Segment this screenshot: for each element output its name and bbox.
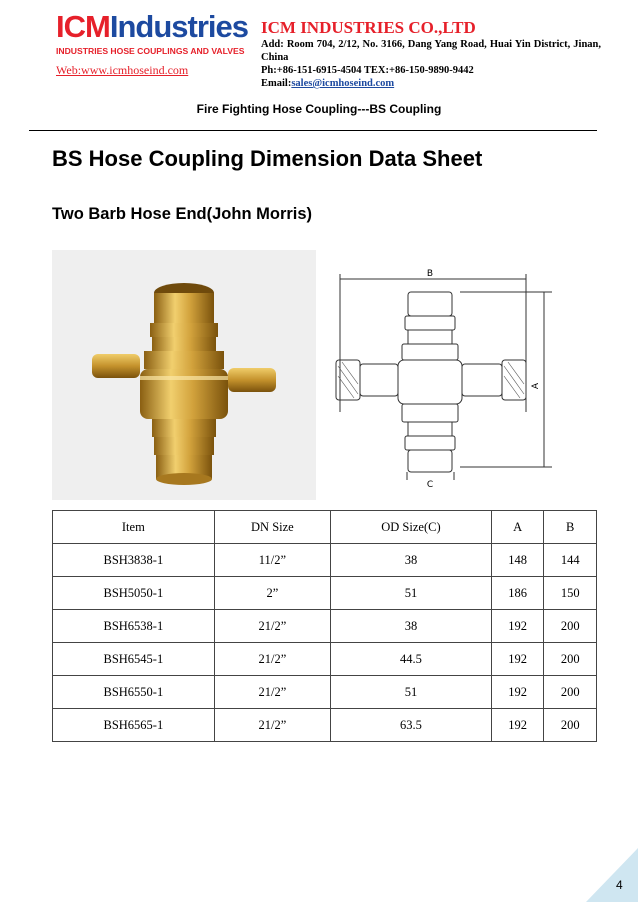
table-row <box>53 709 597 742</box>
table-cell: 11/2” <box>214 544 330 577</box>
page-number: 4 <box>616 878 623 892</box>
table-row <box>53 643 597 676</box>
dimension-drawing-svg <box>330 262 560 490</box>
table-cell: 21/2” <box>214 709 330 742</box>
logo-tagline: INDUSTRIES HOSE COUPLINGS AND VALVES <box>56 46 245 56</box>
table-cell: 200 <box>544 709 597 742</box>
drawing-label-b: B <box>426 269 434 279</box>
page-corner-decoration <box>586 848 638 902</box>
website-link[interactable]: Web:www.icmhoseind.com <box>56 63 189 77</box>
table-cell: BSH6550-1 <box>53 676 215 709</box>
table-cell: 144 <box>544 544 597 577</box>
table-cell: 150 <box>544 577 597 610</box>
company-address: Add: Room 704, 2/12, No. 3166, Dang Yang Road, Huai Yin District, Jinan, China <box>261 39 601 63</box>
table-cell: 2” <box>214 577 330 610</box>
table-cell: 21/2” <box>214 610 330 643</box>
table-cell: 38 <box>331 610 492 643</box>
table-row <box>53 610 597 643</box>
table-header-cell: A <box>491 511 544 544</box>
company-info <box>261 18 601 90</box>
table-cell: BSH6538-1 <box>53 610 215 643</box>
table-cell: 186 <box>491 577 544 610</box>
table-cell: 21/2” <box>214 643 330 676</box>
table-cell: 192 <box>491 676 544 709</box>
table-cell: 200 <box>544 610 597 643</box>
table-header-cell: OD Size(C) <box>331 511 492 544</box>
table-cell: BSH3838-1 <box>53 544 215 577</box>
technical-drawing <box>330 262 560 490</box>
table-cell: 51 <box>331 577 492 610</box>
company-name: ICM INDUSTRIES CO.,LTD <box>261 18 476 37</box>
table-cell: 192 <box>491 709 544 742</box>
page-title: BS Hose Coupling Dimension Data Sheet <box>52 146 483 171</box>
table-cell: BSH6545-1 <box>53 643 215 676</box>
coupling-photo-illustration <box>52 250 316 500</box>
table-header-row <box>53 511 597 544</box>
table-header-cell: DN Size <box>214 511 330 544</box>
email-label: Email: <box>261 78 292 89</box>
table-cell: 192 <box>491 610 544 643</box>
table-row <box>53 577 597 610</box>
table-cell: 38 <box>331 544 492 577</box>
table-cell: 21/2” <box>214 676 330 709</box>
header-divider <box>29 130 597 131</box>
table-cell: 192 <box>491 643 544 676</box>
table-header-cell: Item <box>53 511 215 544</box>
table-cell: 200 <box>544 676 597 709</box>
company-phone: Ph:+86-151-6915-4504 TEX:+86-150-9890-9442 <box>261 65 474 76</box>
table-cell: 63.5 <box>331 709 492 742</box>
email-link[interactable]: sales@icmhoseind.com <box>291 78 395 89</box>
document-subheader: Fire Fighting Hose Coupling---BS Coupling <box>196 102 442 116</box>
dimension-table <box>52 510 597 742</box>
table-header-cell: B <box>544 511 597 544</box>
table-cell: 200 <box>544 643 597 676</box>
table-row <box>53 676 597 709</box>
logo-wordmark: ICMIndustries <box>56 9 248 44</box>
table-cell: 51 <box>331 676 492 709</box>
table-cell: BSH6565-1 <box>53 709 215 742</box>
table-cell: BSH5050-1 <box>53 577 215 610</box>
company-logo <box>56 10 246 78</box>
drawing-label-c: C <box>426 480 434 490</box>
table-row <box>53 544 597 577</box>
table-cell: 44.5 <box>331 643 492 676</box>
drawing-label-a: A <box>531 382 541 390</box>
product-photo <box>52 250 316 500</box>
section-subtitle: Two Barb Hose End(John Morris) <box>52 205 313 223</box>
table-cell: 148 <box>491 544 544 577</box>
company-email <box>261 77 601 90</box>
